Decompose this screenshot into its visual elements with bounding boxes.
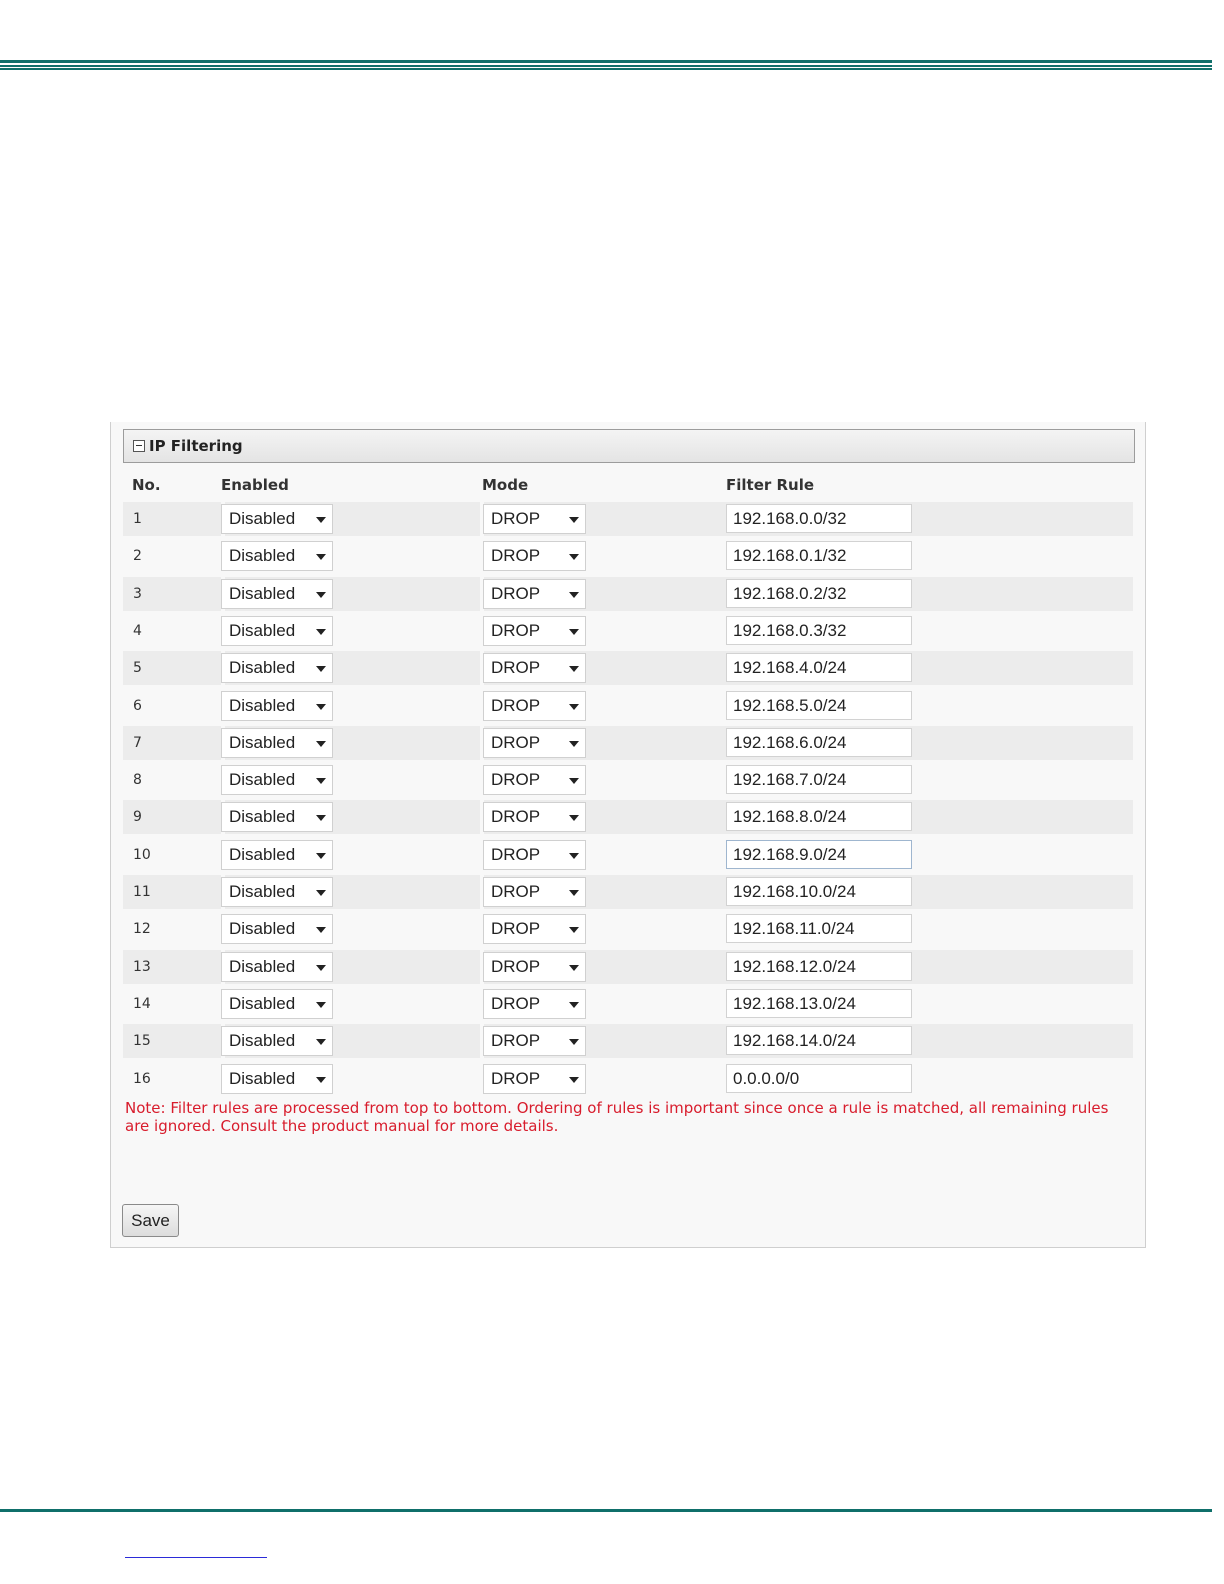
chevron-down-icon[interactable]: [316, 517, 326, 523]
mode-select-value: DROP: [491, 1068, 541, 1088]
rule-number: 4: [133, 622, 142, 639]
rule-number: 7: [133, 734, 142, 751]
chevron-down-icon[interactable]: [316, 778, 326, 784]
table-row: [123, 950, 1133, 984]
column-header-enabled: Enabled: [221, 476, 289, 494]
mode-select[interactable]: [483, 989, 586, 1019]
mode-select-value: DROP: [491, 509, 541, 528]
enabled-select-value: Disabled: [229, 695, 296, 715]
rule-number: 9: [133, 809, 142, 826]
enabled-select-value: Disabled: [229, 732, 296, 752]
enabled-select[interactable]: [221, 914, 333, 944]
mode-select[interactable]: [483, 914, 586, 944]
mode-select[interactable]: [483, 504, 586, 534]
enabled-select[interactable]: [221, 579, 333, 609]
note-text: Note: Filter rules are processed from top to bottom. Ordering of rules is important since once a rule is matched, all remaining rules are ignored. Consult the product manual for more details.: [125, 1099, 1109, 1135]
enabled-select[interactable]: [221, 989, 333, 1019]
mode-select-value: DROP: [491, 583, 541, 603]
mode-select[interactable]: [483, 840, 586, 870]
chevron-down-icon[interactable]: [569, 741, 579, 747]
table-row: [123, 987, 1133, 1021]
panel-title: IP Filtering: [149, 437, 243, 455]
chevron-down-icon[interactable]: [569, 1039, 579, 1045]
chevron-down-icon[interactable]: [569, 592, 579, 598]
mode-select-value: DROP: [491, 658, 541, 678]
chevron-down-icon[interactable]: [316, 592, 326, 598]
chevron-down-icon[interactable]: [569, 1077, 579, 1083]
rule-number: 11: [133, 884, 151, 900]
ip-filtering-panel: [110, 422, 1146, 1248]
enabled-select-value: Disabled: [229, 770, 296, 790]
rule-number: 14: [133, 995, 151, 1012]
enabled-select-value: Disabled: [229, 620, 296, 640]
mode-select-value: DROP: [491, 807, 541, 827]
rule-number: 3: [133, 585, 142, 602]
enabled-select-value: Disabled: [229, 1031, 296, 1051]
chevron-down-icon[interactable]: [316, 890, 326, 896]
enabled-select[interactable]: [221, 802, 333, 832]
mode-select[interactable]: [483, 802, 586, 832]
rule-number: 6: [133, 697, 142, 714]
mode-select[interactable]: [483, 691, 586, 721]
mode-select-value: DROP: [491, 919, 541, 939]
chevron-down-icon[interactable]: [569, 890, 579, 896]
mode-select[interactable]: [483, 616, 586, 646]
filter-rule-input[interactable]: 192.168.7.0/24: [726, 765, 912, 794]
filter-rule-input[interactable]: 0.0.0.0/0: [726, 1064, 912, 1093]
chevron-down-icon[interactable]: [316, 704, 326, 710]
mode-select-value: DROP: [491, 732, 541, 752]
mode-select[interactable]: [483, 877, 586, 907]
enabled-select[interactable]: [221, 728, 333, 758]
chevron-down-icon[interactable]: [569, 704, 579, 710]
filter-rule-input[interactable]: 192.168.12.0/24: [726, 952, 912, 981]
chevron-down-icon[interactable]: [316, 927, 326, 933]
chevron-down-icon[interactable]: [316, 965, 326, 971]
table-row: [123, 502, 1133, 536]
header-rule: [0, 60, 1212, 70]
mode-select[interactable]: [483, 653, 586, 683]
chevron-down-icon[interactable]: [316, 741, 326, 747]
rule-number: 5: [133, 660, 142, 677]
rule-number: 16: [133, 1070, 151, 1087]
table-row: [123, 763, 1133, 797]
enabled-select[interactable]: [221, 765, 333, 795]
chevron-down-icon[interactable]: [569, 853, 579, 859]
table-row: [123, 614, 1133, 648]
filter-rule-input[interactable]: 192.168.13.0/24: [726, 989, 912, 1018]
column-header-filter-rule: Filter Rule: [726, 476, 815, 494]
rule-number: 8: [133, 772, 142, 789]
mode-select[interactable]: [483, 1064, 586, 1094]
mode-select-value: DROP: [491, 956, 541, 976]
enabled-select-value: Disabled: [229, 882, 296, 901]
chevron-down-icon[interactable]: [316, 1039, 326, 1045]
table-row: [123, 726, 1133, 760]
rule-number: 13: [133, 958, 151, 975]
chevron-down-icon[interactable]: [569, 554, 579, 560]
mode-select[interactable]: [483, 952, 586, 982]
mode-select-value: DROP: [491, 993, 541, 1013]
enabled-select-value: Disabled: [229, 919, 296, 939]
table-row: [123, 800, 1133, 834]
enabled-select-value: Disabled: [229, 1068, 296, 1088]
mode-select-value: DROP: [491, 1031, 541, 1051]
mode-select[interactable]: [483, 541, 586, 571]
enabled-select[interactable]: [221, 691, 333, 721]
chevron-down-icon[interactable]: [569, 1002, 579, 1008]
enabled-select[interactable]: [221, 616, 333, 646]
enabled-select[interactable]: [221, 1026, 333, 1056]
filter-rule-input[interactable]: 192.168.0.3/32: [726, 616, 912, 645]
column-header-mode: Mode: [482, 476, 529, 494]
chevron-down-icon[interactable]: [569, 666, 579, 672]
mode-select-value: DROP: [491, 844, 541, 864]
table-row: [123, 577, 1133, 611]
filter-rule-input[interactable]: 192.168.9.0/24: [726, 840, 912, 869]
filter-rule-input[interactable]: 192.168.0.1/32: [726, 541, 912, 570]
table-row: [123, 689, 1133, 723]
enabled-select-value: Disabled: [229, 844, 296, 864]
mode-select-value: DROP: [491, 546, 541, 566]
save-button[interactable]: Save: [122, 1204, 179, 1237]
chevron-down-icon[interactable]: [569, 778, 579, 784]
panel-header[interactable]: [123, 429, 1135, 463]
enabled-select-value: Disabled: [229, 807, 296, 827]
column-header-no: No.: [132, 476, 161, 494]
enabled-select[interactable]: [221, 653, 333, 683]
enabled-select[interactable]: [221, 541, 333, 571]
filter-rule-input[interactable]: 192.168.0.2/32: [726, 579, 912, 608]
filter-rule-input[interactable]: 192.168.10.0/24: [726, 877, 912, 906]
mode-select-value: DROP: [491, 770, 541, 790]
chevron-down-icon[interactable]: [316, 815, 326, 821]
mode-select-value: DROP: [491, 882, 541, 901]
filter-rule-input[interactable]: 192.168.0.0/32: [726, 504, 912, 533]
collapse-minus-icon[interactable]: [133, 440, 145, 452]
table-row: [123, 651, 1133, 685]
rule-number: 15: [133, 1033, 151, 1050]
enabled-select-value: Disabled: [229, 583, 296, 603]
enabled-select-value: Disabled: [229, 993, 296, 1013]
chevron-down-icon[interactable]: [316, 1002, 326, 1008]
table-row: [123, 838, 1133, 872]
chevron-down-icon[interactable]: [316, 554, 326, 560]
chevron-down-icon[interactable]: [569, 517, 579, 523]
rule-number: 10: [133, 846, 151, 863]
table-row: [123, 539, 1133, 573]
filter-rule-input[interactable]: 192.168.11.0/24: [726, 914, 912, 943]
enabled-select[interactable]: [221, 952, 333, 982]
enabled-select[interactable]: [221, 877, 333, 907]
enabled-select[interactable]: [221, 840, 333, 870]
mode-select[interactable]: [483, 1026, 586, 1056]
table-row: [123, 1062, 1133, 1096]
chevron-down-icon[interactable]: [569, 815, 579, 821]
enabled-select-value: Disabled: [229, 509, 296, 528]
rule-number: 2: [133, 548, 142, 565]
enabled-select-value: Disabled: [229, 546, 296, 566]
chevron-down-icon[interactable]: [316, 629, 326, 635]
enabled-select[interactable]: [221, 504, 333, 534]
filter-rule-input[interactable]: 192.168.14.0/24: [726, 1026, 912, 1055]
table-row: [123, 912, 1133, 946]
table-row: [123, 875, 1133, 909]
footer-link-underline: [125, 1557, 267, 1558]
filter-rule-input[interactable]: 192.168.8.0/24: [726, 802, 912, 831]
chevron-down-icon[interactable]: [316, 853, 326, 859]
filter-rule-input[interactable]: 192.168.4.0/24: [726, 653, 912, 682]
footer-rule: [0, 1509, 1212, 1512]
enabled-select-value: Disabled: [229, 956, 296, 976]
chevron-down-icon[interactable]: [569, 629, 579, 635]
mode-select-value: DROP: [491, 620, 541, 640]
filter-rule-input[interactable]: 192.168.5.0/24: [726, 691, 912, 720]
filter-rule-input[interactable]: 192.168.6.0/24: [726, 728, 912, 757]
chevron-down-icon[interactable]: [316, 1077, 326, 1083]
mode-select[interactable]: [483, 579, 586, 609]
chevron-down-icon[interactable]: [569, 927, 579, 933]
mode-select[interactable]: [483, 765, 586, 795]
rule-number: 1: [133, 511, 142, 527]
enabled-select-value: Disabled: [229, 658, 296, 678]
chevron-down-icon[interactable]: [316, 666, 326, 672]
rule-number: 12: [133, 921, 151, 938]
enabled-select[interactable]: [221, 1064, 333, 1094]
table-row: [123, 1024, 1133, 1058]
chevron-down-icon[interactable]: [569, 965, 579, 971]
mode-select[interactable]: [483, 728, 586, 758]
mode-select-value: DROP: [491, 695, 541, 715]
